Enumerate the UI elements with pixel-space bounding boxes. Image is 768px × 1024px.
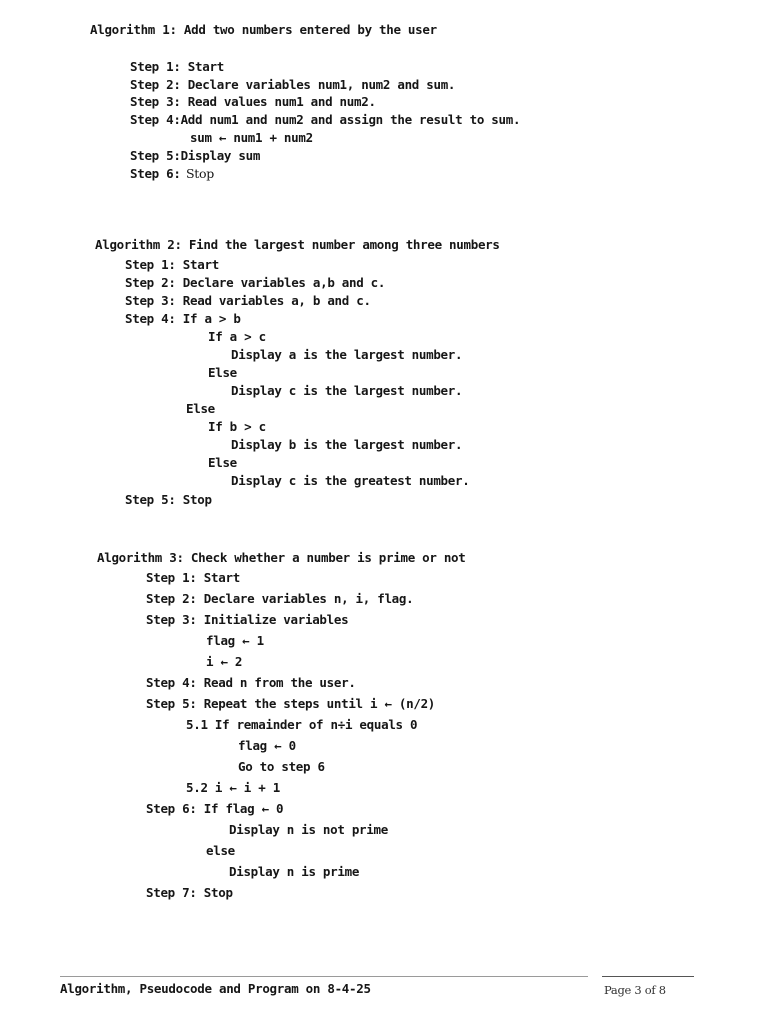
alg1-step-2: Step 2: Declare variables num1, num2 and sum. [130, 77, 456, 92]
footer-divider-left [60, 976, 588, 977]
alg1-step-3: Step 3: Read values num1 and num2. [130, 94, 376, 109]
alg2-display-a: Display a is the largest number. [231, 347, 463, 362]
alg2-else-2: Else [186, 401, 215, 416]
alg1-step-5: Step 5:Display sum [130, 148, 261, 163]
alg3-step-2: Step 2: Declare variables n, i, flag. [146, 591, 414, 606]
alg1-step-1: Step 1: Start [130, 59, 224, 74]
alg3-flag-init: flag ← 1 [206, 633, 264, 648]
alg3-step-5-2: 5.2 i ← i + 1 [186, 780, 280, 795]
alg3-display-prime: Display n is prime [229, 864, 360, 879]
alg2-else-1: Else [208, 365, 237, 380]
algorithm-1-title: Algorithm 1: Add two numbers entered by the user [90, 22, 437, 37]
alg2-display-c-2: Display c is the greatest number. [231, 473, 470, 488]
page-number: Page 3 of 8 [604, 983, 666, 997]
footer-title: Algorithm, Pseudocode and Program on 8-4-25 [60, 981, 371, 996]
alg3-step-6: Step 6: If flag ← 0 [146, 801, 284, 816]
alg3-else: else [206, 843, 235, 858]
alg2-step-2: Step 2: Declare variables a,b and c. [125, 275, 386, 290]
alg3-step-3: Step 3: Initialize variables [146, 612, 349, 627]
alg3-step-1: Step 1: Start [146, 570, 240, 585]
alg1-step-6: Step 6: [130, 166, 181, 181]
alg2-display-b: Display b is the largest number. [231, 437, 463, 452]
alg1-step-4: Step 4:Add num1 and num2 and assign the result to sum. [130, 112, 521, 127]
alg2-display-c-1: Display c is the largest number. [231, 383, 463, 398]
alg3-i-init: i ← 2 [206, 654, 243, 669]
alg3-flag-zero: flag ← 0 [238, 738, 296, 753]
alg3-step-5: Step 5: Repeat the steps until i ← (n/2) [146, 696, 436, 711]
alg2-step-3: Step 3: Read variables a, b and c. [125, 293, 371, 308]
alg2-step-5: Step 5: Stop [125, 492, 212, 507]
alg3-step-4: Step 4: Read n from the user. [146, 675, 356, 690]
alg3-display-not-prime: Display n is not prime [229, 822, 388, 837]
alg3-step-5-1: 5.1 If remainder of n÷i equals 0 [186, 717, 418, 732]
alg2-step-4: Step 4: If a > b [125, 311, 241, 326]
alg2-else-3: Else [208, 455, 237, 470]
alg3-step-7: Step 7: Stop [146, 885, 233, 900]
alg2-step-1: Step 1: Start [125, 257, 219, 272]
footer-divider-right [602, 976, 694, 977]
alg1-formula: sum ← num1 + num2 [190, 130, 313, 145]
algorithm-3-title: Algorithm 3: Check whether a number is prime or not [97, 550, 466, 565]
alg2-if-a-gt-c: If a > c [208, 329, 266, 344]
algorithm-2-title: Algorithm 2: Find the largest number among three numbers [95, 237, 500, 252]
alg3-goto-6: Go to step 6 [238, 759, 325, 774]
alg1-step-6-stop: Stop [186, 166, 214, 181]
alg2-if-b-gt-c: If b > c [208, 419, 266, 434]
